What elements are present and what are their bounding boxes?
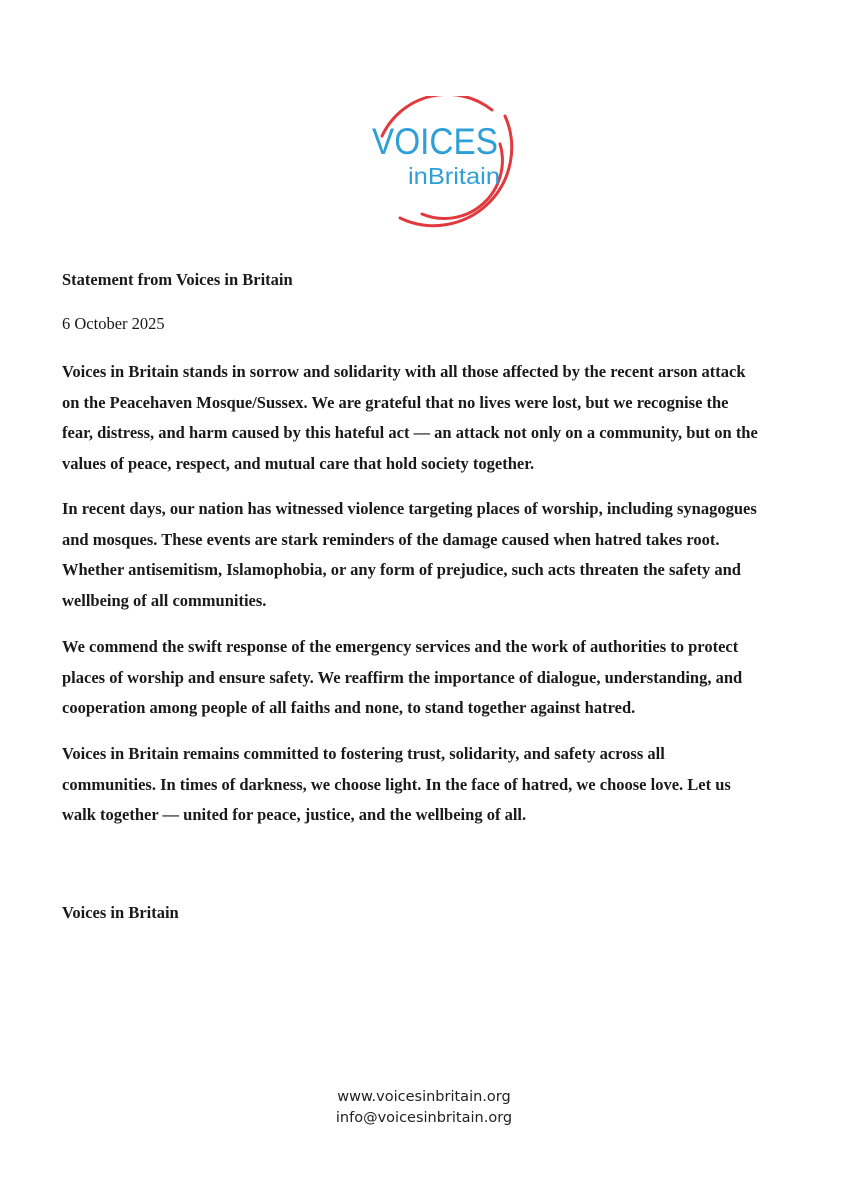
paragraph-line: cooperation among people of all faiths and none, to stand together against hatred.: [62, 698, 636, 717]
statement-date: 6 October 2025: [62, 314, 165, 333]
paragraph-line: communities. In times of darkness, we choose light. In the face of hatred, we choose love. Let us: [62, 774, 731, 794]
logo-graphic: [360, 96, 540, 236]
paragraph-line: We commend the swift response of the emergency services and the work of authorities to protect: [62, 637, 739, 656]
paragraph-line: and mosques. These events are stark reminders of the damage caused when hatred takes root.: [62, 529, 720, 549]
logo-word-inbritain: inBritain: [408, 163, 500, 189]
voices-in-britain-logo: [360, 96, 540, 236]
logo-word-voices: VOICES: [372, 121, 498, 162]
signoff: Voices in Britain: [62, 903, 179, 922]
paragraph-line: In recent days, our nation has witnessed violence targeting places of worship, including synagogues: [62, 499, 757, 518]
paragraph-line: wellbeing of all communities.: [62, 590, 267, 610]
paragraph-line: on the Peacehaven Mosque/Sussex. We are grateful that no lives were lost, but we recognise the: [62, 392, 729, 412]
footer-email-link[interactable]: info@voicesinbritain.org: [335, 1110, 513, 1126]
paragraph-4: [62, 739, 792, 831]
paragraph-line: walk together — united for peace, justice, and the wellbeing of all.: [62, 805, 527, 824]
paragraph-line: fear, distress, and harm caused by this hateful act — an attack not only on a community, but on the: [62, 423, 758, 442]
paragraph-2: [62, 494, 792, 616]
paragraph-1: [62, 357, 792, 479]
paragraph-line: Voices in Britain stands in sorrow and solidarity with all those affected by the recent arson attack: [62, 362, 746, 381]
paragraph-line: Whether antisemitism, Islamophobia, or any form of prejudice, such acts threaten the safety and: [62, 560, 741, 579]
paragraph-3: [62, 632, 792, 724]
paragraph-line: places of worship and ensure safety. We reaffirm the importance of dialogue, understanding, and: [62, 667, 743, 687]
paragraph-line: values of peace, respect, and mutual care that hold society together.: [62, 453, 535, 473]
statement-title: Statement from Voices in Britain: [62, 270, 293, 289]
footer-website-link[interactable]: www.voicesinbritain.org: [337, 1089, 511, 1105]
paragraph-line: Voices in Britain remains committed to fostering trust, solidarity, and safety across all: [62, 744, 665, 763]
